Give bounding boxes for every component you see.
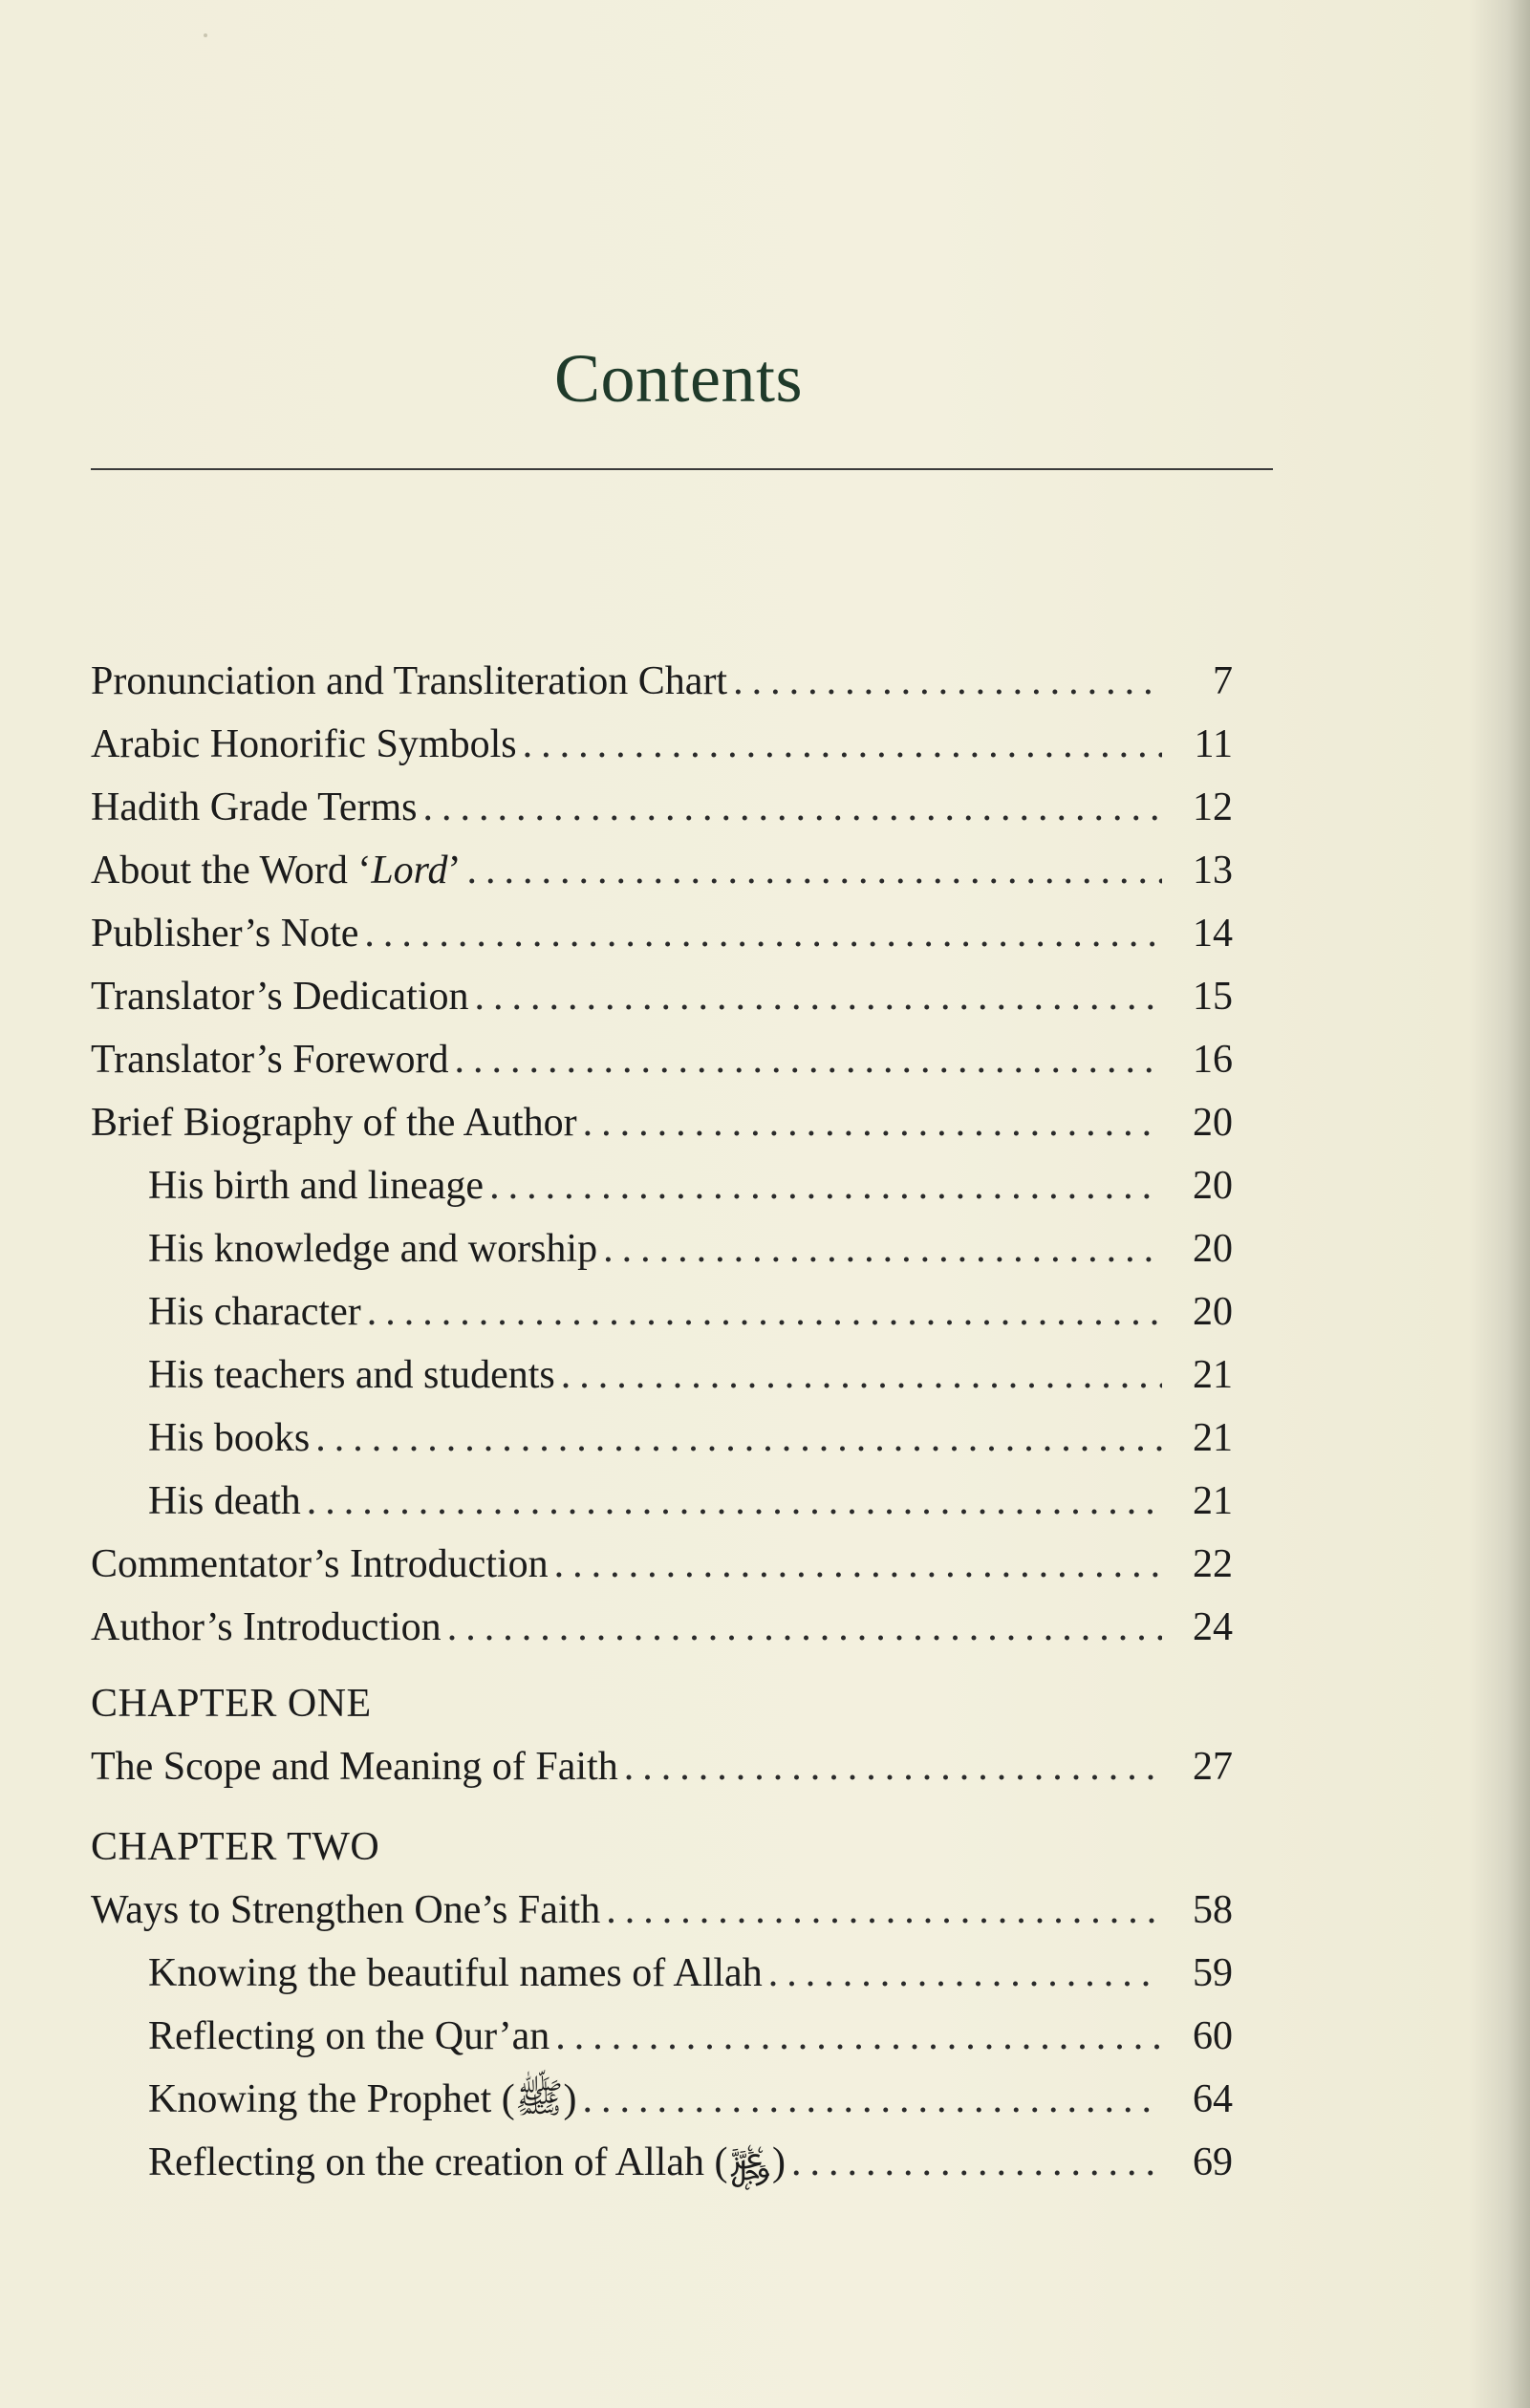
toc-entry-label: His death (148, 1479, 301, 1523)
dot-leader (466, 839, 1162, 902)
toc-page-number: 21 (1193, 1479, 1233, 1523)
toc-entry-translators-dedication[interactable] (91, 965, 1233, 1028)
toc-entry-publishers-note[interactable] (91, 902, 1233, 965)
toc-subentry-birth-lineage[interactable] (91, 1154, 1233, 1217)
dot-leader (364, 902, 1162, 965)
toc-subentry-reflecting-quran[interactable] (91, 2005, 1233, 2068)
toc-subentry-creation-of-allah[interactable] (91, 2131, 1233, 2194)
toc-page-number: 20 (1193, 1290, 1233, 1334)
toc-entry-label: His character (148, 1290, 361, 1334)
table-of-contents (91, 650, 1233, 2194)
toc-page-number: 59 (1193, 1951, 1233, 1995)
chapter-heading-one: CHAPTER ONE (91, 1682, 372, 1726)
toc-subentry-character[interactable] (91, 1280, 1233, 1344)
toc-page-number: 27 (1193, 1745, 1233, 1789)
dot-leader (455, 1028, 1163, 1091)
toc-page-number: 22 (1193, 1542, 1233, 1586)
page-title: Contents (553, 340, 803, 417)
toc-entry-label: Publisher’s Note (91, 912, 359, 956)
dot-leader (733, 650, 1162, 713)
toc-entry-label: The Scope and Meaning of Faith (91, 1745, 618, 1789)
toc-page-number: 7 (1213, 659, 1233, 703)
toc-entry-label (91, 839, 461, 902)
dot-leader (307, 1470, 1162, 1533)
toc-entry-strengthen-faith[interactable] (91, 1879, 1233, 1942)
toc-entry-label: Ways to Strengthen One’s Faith (91, 1888, 601, 1932)
toc-entry-pronunciation-chart[interactable] (91, 650, 1233, 713)
toc-page-number: 58 (1193, 1888, 1233, 1932)
dot-leader (768, 1942, 1162, 2005)
toc-entry-label-prefix: About the Word ‘ (91, 849, 372, 892)
toc-page-number: 60 (1193, 2014, 1233, 2058)
dot-leader (603, 1217, 1162, 1280)
toc-subentry-books[interactable] (91, 1407, 1233, 1470)
toc-entry-commentators-introduction[interactable] (91, 1533, 1233, 1596)
toc-page-number: 64 (1193, 2077, 1233, 2121)
toc-entry-hadith-grade-terms[interactable] (91, 776, 1233, 839)
toc-entry-label: His teachers and students (148, 1353, 555, 1397)
toc-page-number: 16 (1193, 1038, 1233, 1082)
toc-entry-label: Pronunciation and Transliteration Chart (91, 659, 728, 703)
toc-entry-label: Knowing the Prophet (ﷺ) (148, 2077, 577, 2121)
toc-page-number: 21 (1193, 1353, 1233, 1397)
toc-entry-scope-meaning-faith[interactable] (91, 1735, 1233, 1798)
toc-subentry-names-of-allah[interactable] (91, 1942, 1233, 2005)
toc-page-number: 13 (1193, 849, 1233, 892)
paper-speck (204, 33, 207, 37)
toc-entry-label: Reflecting on the creation of Allah (﷿) (148, 2140, 786, 2184)
toc-entry-label: Reflecting on the Qur’an (148, 2014, 550, 2058)
dot-leader (447, 1596, 1162, 1659)
dot-leader (489, 1154, 1162, 1217)
dot-leader (624, 1735, 1162, 1798)
toc-entry-label: Author’s Introduction (91, 1605, 442, 1649)
toc-entry-label: Brief Biography of the Author (91, 1101, 577, 1145)
chapter-heading-two: CHAPTER TWO (91, 1825, 380, 1869)
toc-subentry-teachers-students[interactable] (91, 1344, 1233, 1407)
toc-entry-translators-foreword[interactable] (91, 1028, 1233, 1091)
toc-entry-label: Arabic Honorific Symbols (91, 722, 517, 766)
dot-leader (554, 1533, 1162, 1596)
toc-subentry-knowing-prophet[interactable] (91, 2068, 1233, 2131)
dot-leader (367, 1280, 1162, 1344)
dot-leader (561, 1344, 1162, 1407)
dot-leader (555, 2005, 1162, 2068)
dot-leader (523, 713, 1162, 776)
toc-page-number: 20 (1193, 1227, 1233, 1271)
toc-entry-author-biography[interactable] (91, 1091, 1233, 1154)
dot-leader (606, 1879, 1162, 1942)
toc-page-number: 20 (1193, 1101, 1233, 1145)
toc-entry-label: Hadith Grade Terms (91, 785, 418, 829)
toc-page-number: 21 (1193, 1416, 1233, 1460)
toc-entry-label: Translator’s Foreword (91, 1038, 449, 1082)
toc-entry-label: His books (148, 1416, 311, 1460)
toc-page-number: 11 (1194, 722, 1233, 766)
toc-subentry-death[interactable] (91, 1470, 1233, 1533)
toc-entry-label: His birth and lineage (148, 1164, 485, 1208)
toc-entry-authors-introduction[interactable] (91, 1596, 1233, 1659)
dot-leader (583, 1091, 1162, 1154)
toc-subentry-knowledge-worship[interactable] (91, 1217, 1233, 1280)
toc-page-number: 15 (1193, 975, 1233, 1019)
dot-leader (315, 1407, 1162, 1470)
toc-entry-about-word-lord[interactable] (91, 839, 1233, 902)
toc-entry-label-suffix: ’ (447, 849, 462, 892)
toc-page-number: 24 (1193, 1605, 1233, 1649)
title-rule (91, 468, 1273, 470)
toc-entry-label: His knowledge and worship (148, 1227, 598, 1271)
toc-entry-honorific-symbols[interactable] (91, 713, 1233, 776)
dot-leader (791, 2131, 1162, 2194)
toc-entry-label-italic: Lord (371, 849, 448, 892)
toc-page-number: 12 (1193, 785, 1233, 829)
dot-leader (423, 776, 1162, 839)
dot-leader (583, 2068, 1162, 2131)
toc-page-number: 69 (1193, 2140, 1233, 2184)
toc-entry-label: Knowing the beautiful names of Allah (148, 1951, 763, 1995)
toc-page-number: 20 (1193, 1164, 1233, 1208)
toc-page-number: 14 (1193, 912, 1233, 956)
toc-entry-label: Translator’s Dedication (91, 975, 469, 1019)
dot-leader (474, 965, 1162, 1028)
toc-entry-label: Commentator’s Introduction (91, 1542, 549, 1586)
